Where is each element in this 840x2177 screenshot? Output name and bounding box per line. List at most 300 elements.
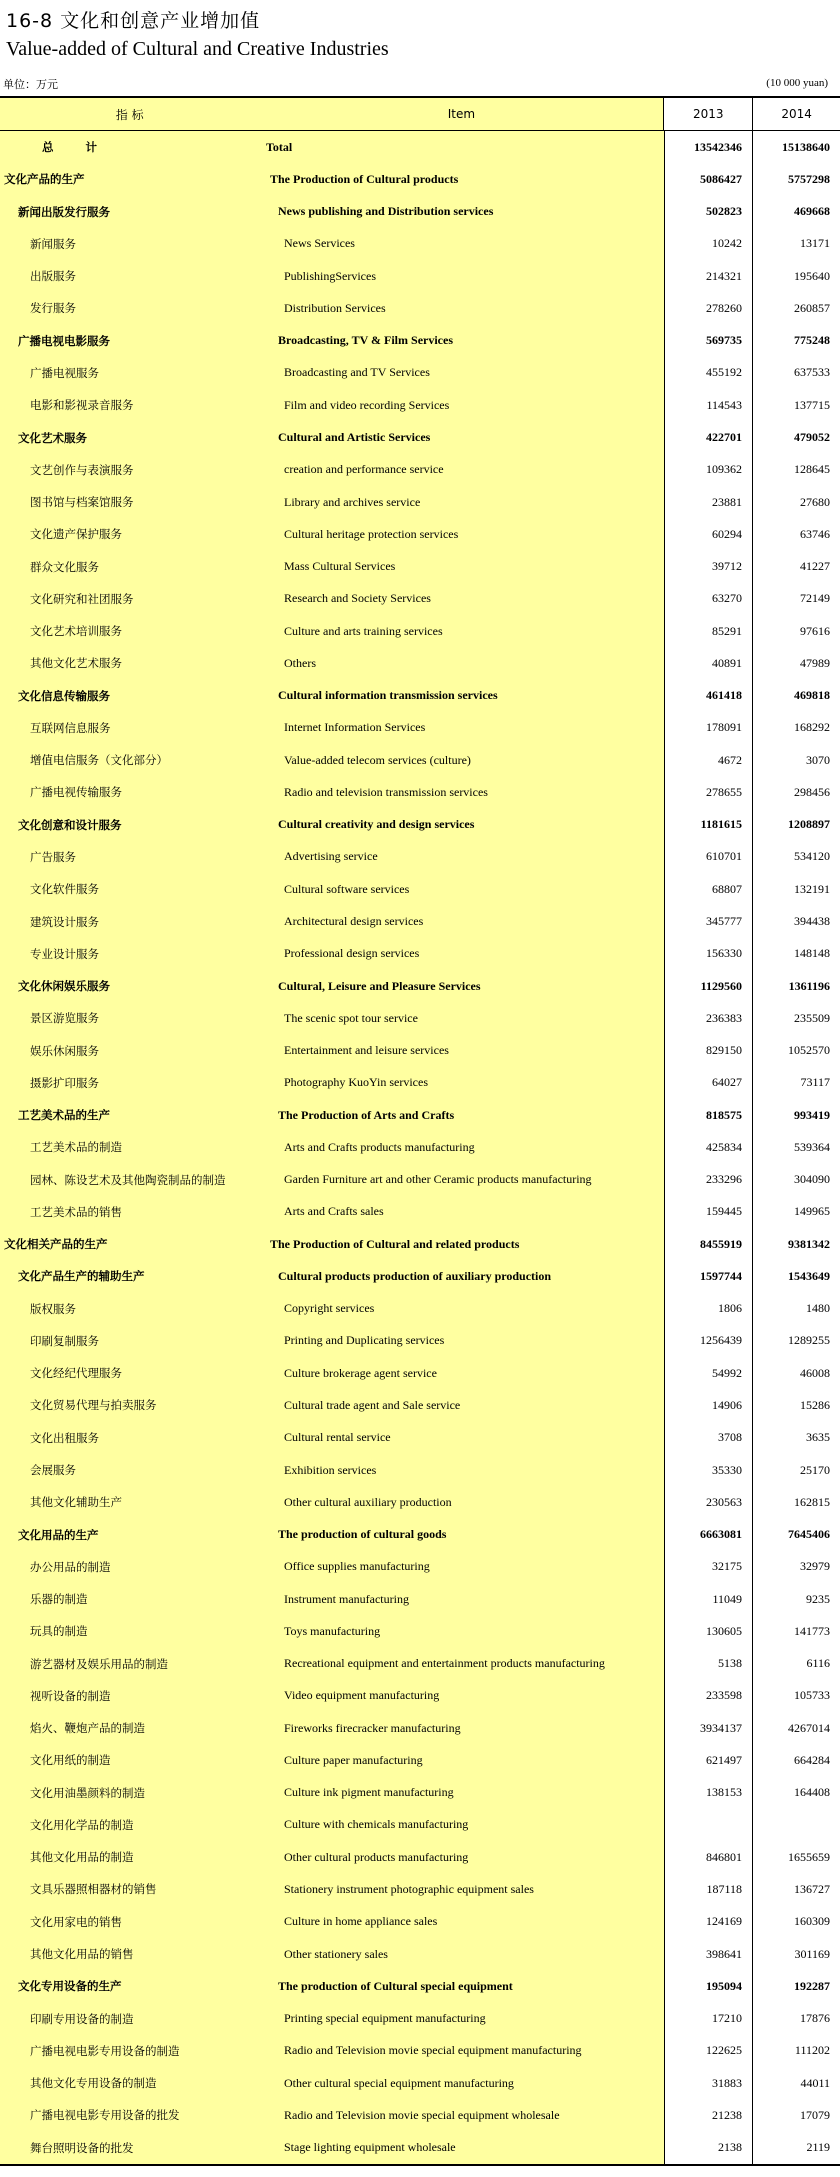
cell-indicator-cn (0, 2002, 260, 2034)
cell-value-2013-text: 233296 (706, 1172, 742, 1187)
cell-item-en-text: Broadcasting, TV & Film Services (278, 333, 453, 348)
table-row (0, 228, 840, 260)
cell-value-2013-text: 422701 (706, 430, 742, 445)
cell-value-2014-text: 469668 (794, 204, 830, 219)
cell-value-2013-text: 130605 (706, 1623, 742, 1638)
cell-value-2013 (665, 1131, 753, 1163)
cell-value-2013 (665, 1164, 753, 1196)
cell-value-2014 (753, 292, 840, 324)
cell-value-2013-text: 2138 (718, 2140, 742, 2155)
cell-value-2014 (753, 196, 840, 228)
cell-item-en-text: Arts and Crafts products manufacturing (284, 1139, 475, 1154)
cell-value-2014 (753, 550, 840, 582)
cell-value-2014 (753, 1486, 840, 1518)
cell-item-en-text: Others (284, 655, 316, 670)
cell-item-en-text: Recreational equipment and entertainment products manufacturing (284, 1656, 605, 1671)
cell-indicator-cn-text: 文化产品的生产 (4, 172, 85, 187)
cell-item-en (260, 1744, 665, 1776)
table-row (0, 1680, 840, 1712)
cell-value-2013 (665, 1034, 753, 1066)
cell-indicator-cn (0, 1841, 260, 1873)
cell-value-2013-text: 8455919 (700, 1236, 742, 1251)
cell-value-2013 (665, 1486, 753, 1518)
table-row (0, 873, 840, 905)
cell-value-2014-text: 1052570 (788, 1043, 830, 1058)
cell-item-en (260, 776, 665, 808)
cell-item-en-text: Cultural and Artistic Services (278, 430, 431, 445)
cell-value-2014 (753, 809, 840, 841)
cell-indicator-cn-text: 文艺创作与表演服务 (30, 462, 134, 477)
cell-item-en-text: Garden Furniture art and other Ceramic products manufacturing (284, 1172, 592, 1187)
cell-indicator-cn (0, 260, 260, 292)
cell-value-2013-text: 610701 (706, 849, 742, 864)
cell-indicator-cn-text: 乐器的制造 (30, 1592, 88, 1607)
cell-value-2014 (753, 1777, 840, 1809)
cell-value-2013-text: 178091 (706, 720, 742, 735)
cell-indicator-cn (0, 1906, 260, 1938)
cell-value-2014-text: 301169 (794, 1946, 830, 1961)
cell-value-2014-text: 304090 (794, 1172, 830, 1187)
cell-item-en-text: Culture paper manufacturing (284, 1752, 423, 1767)
cell-value-2014 (753, 518, 840, 550)
cell-item-en (260, 550, 665, 582)
cell-value-2014-text: 1208897 (788, 817, 830, 832)
cell-value-2013-text: 6663081 (700, 1527, 742, 1542)
cell-value-2013-text: 156330 (706, 946, 742, 961)
cell-value-2013 (665, 196, 753, 228)
cell-indicator-cn (0, 454, 260, 486)
cell-item-en (260, 260, 665, 292)
cell-value-2013-text: 11049 (712, 1591, 742, 1606)
cell-indicator-cn-text: 文化休闲娱乐服务 (18, 979, 110, 994)
cell-value-2014 (753, 1938, 840, 1970)
cell-indicator-cn-text: 文化遗产保护服务 (30, 527, 122, 542)
cell-item-en-text: Printing special equipment manufacturing (284, 2011, 486, 2026)
table-row (0, 1357, 840, 1389)
cell-item-en-text: Cultural products production of auxiliary production (278, 1268, 552, 1283)
cell-indicator-cn (0, 518, 260, 550)
cell-value-2013 (665, 550, 753, 582)
cell-indicator-cn-text: 其他文化用品的制造 (30, 1850, 134, 1865)
cell-value-2014-text: 5757298 (788, 171, 830, 186)
cell-value-2013 (665, 1583, 753, 1615)
cell-indicator-cn (0, 776, 260, 808)
cell-value-2014 (753, 1647, 840, 1679)
table-row (0, 744, 840, 776)
cell-value-2013 (665, 260, 753, 292)
cell-value-2014 (753, 325, 840, 357)
table-row (0, 1906, 840, 1938)
cell-value-2014 (753, 1293, 840, 1325)
cell-value-2013-text: 233598 (706, 1688, 742, 1703)
cell-value-2013-text: 818575 (706, 1107, 742, 1122)
table-header (0, 98, 840, 131)
cell-item-en-text: Culture in home appliance sales (284, 1914, 438, 1929)
cell-value-2013-text: 109362 (706, 462, 742, 477)
cell-value-2014 (753, 1034, 840, 1066)
cell-indicator-cn-text: 娱乐休闲服务 (30, 1043, 99, 1058)
cell-indicator-cn (0, 1809, 260, 1841)
cell-indicator-cn-text: 文化用化学品的制造 (30, 1817, 134, 1832)
cell-indicator-cn (0, 131, 260, 163)
cell-indicator-cn-text: 其他文化艺术服务 (30, 656, 122, 671)
cell-indicator-cn (0, 970, 260, 1002)
cell-item-en-text: Copyright services (284, 1301, 375, 1316)
cell-indicator-cn (0, 712, 260, 744)
cell-item-en (260, 1228, 665, 1260)
cell-indicator-cn (0, 647, 260, 679)
cell-item-en (260, 1841, 665, 1873)
cell-value-2013 (665, 1873, 753, 1905)
cell-item-en-text: Cultural trade agent and Sale service (284, 1397, 461, 1412)
cell-value-2014 (753, 1841, 840, 1873)
cell-value-2013 (665, 357, 753, 389)
table-row (0, 776, 840, 808)
cell-value-2014 (753, 389, 840, 421)
cell-indicator-cn (0, 1680, 260, 1712)
cell-indicator-cn-text: 其他文化专用设备的制造 (30, 2076, 157, 2091)
cell-value-2014 (753, 228, 840, 260)
cell-indicator-cn-text: 文化创意和设计服务 (18, 817, 122, 832)
cell-item-en-text: Research and Society Services (284, 591, 431, 606)
cell-item-en (260, 163, 665, 195)
cell-value-2014 (753, 647, 840, 679)
cell-value-2014-text: 539364 (794, 1139, 830, 1154)
cell-value-2014-text: 97616 (800, 623, 830, 638)
cell-value-2014 (753, 1712, 840, 1744)
table-row (0, 1647, 840, 1679)
cell-value-2014-text: 469818 (794, 688, 830, 703)
cell-value-2013 (665, 1906, 753, 1938)
table-row (0, 1034, 840, 1066)
cell-value-2013-text: 3708 (718, 1430, 742, 1445)
cell-value-2014 (753, 583, 840, 615)
cell-item-en (260, 647, 665, 679)
cell-value-2013 (665, 1970, 753, 2002)
cell-indicator-cn (0, 292, 260, 324)
cell-item-en (260, 454, 665, 486)
cell-value-2013-text: 63270 (712, 591, 742, 606)
cell-item-en-text: Total (266, 139, 293, 154)
cell-indicator-cn (0, 2067, 260, 2099)
table-row (0, 292, 840, 324)
cell-item-en (260, 1518, 665, 1550)
cell-indicator-cn (0, 841, 260, 873)
cell-item-en (260, 841, 665, 873)
table-row (0, 1131, 840, 1163)
table-row (0, 1583, 840, 1615)
cell-value-2014-text: 128645 (794, 462, 830, 477)
cell-indicator-cn-text: 办公用品的制造 (30, 1559, 111, 1574)
cell-item-en (260, 1583, 665, 1615)
cell-value-2014 (753, 873, 840, 905)
cell-indicator-cn (0, 228, 260, 260)
cell-value-2013-text: 455192 (706, 365, 742, 380)
cell-value-2013 (665, 2067, 753, 2099)
cell-item-en-text: Fireworks firecracker manufacturing (284, 1720, 461, 1735)
cell-value-2013 (665, 1680, 753, 1712)
cell-value-2013 (665, 1067, 753, 1099)
cell-indicator-cn (0, 1357, 260, 1389)
cell-value-2014 (753, 970, 840, 1002)
cell-value-2014 (753, 2099, 840, 2131)
cell-item-en-text: The scenic spot tour service (284, 1010, 418, 1025)
cell-value-2013 (665, 841, 753, 873)
cell-value-2013 (665, 1518, 753, 1550)
cell-item-en (260, 292, 665, 324)
page-title-en: Value-added of Cultural and Creative Industries (6, 38, 389, 60)
cell-indicator-cn (0, 486, 260, 518)
cell-value-2014 (753, 357, 840, 389)
cell-value-2014-text: 111202 (794, 2043, 830, 2058)
cell-value-2014-text: 136727 (794, 1881, 830, 1896)
cell-indicator-cn-text: 文化产品生产的辅助生产 (18, 1269, 145, 1284)
cell-indicator-cn (0, 1389, 260, 1421)
cell-value-2014-text: 235509 (794, 1010, 830, 1025)
cell-item-en (260, 1034, 665, 1066)
cell-item-en (260, 1196, 665, 1228)
cell-value-2014 (753, 2131, 840, 2163)
cell-indicator-cn-text: 总 计 (42, 140, 112, 155)
table-row (0, 1873, 840, 1905)
table-row (0, 680, 840, 712)
cell-indicator-cn-text: 文化用油墨颜料的制造 (30, 1785, 145, 1800)
cell-indicator-cn-text: 视听设备的制造 (30, 1688, 111, 1703)
cell-value-2013-text: 5138 (718, 1656, 742, 1671)
cell-value-2014 (753, 1131, 840, 1163)
cell-item-en-text: Toys manufacturing (284, 1623, 381, 1638)
cell-value-2014-text: 3070 (806, 752, 830, 767)
cell-indicator-cn (0, 2099, 260, 2131)
cell-value-2014 (753, 1422, 840, 1454)
cell-value-2013-text: 60294 (712, 526, 742, 541)
cell-indicator-cn-text: 群众文化服务 (30, 559, 99, 574)
cell-indicator-cn (0, 615, 260, 647)
cell-item-en-text: Architectural design services (284, 914, 424, 928)
cell-value-2013 (665, 292, 753, 324)
cell-value-2014-text: 993419 (794, 1107, 830, 1122)
cell-value-2013 (665, 1841, 753, 1873)
cell-value-2013 (665, 809, 753, 841)
cell-item-en (260, 1615, 665, 1647)
cell-value-2014-text: 15286 (800, 1397, 830, 1412)
cell-value-2014-text: 1361196 (788, 978, 830, 993)
cell-item-en (260, 2035, 665, 2067)
cell-value-2014 (753, 905, 840, 937)
cell-value-2013 (665, 1647, 753, 1679)
cell-indicator-cn-text: 印刷专用设备的制造 (30, 2011, 134, 2026)
cell-item-en (260, 1486, 665, 1518)
cell-value-2013 (665, 905, 753, 937)
cell-value-2013 (665, 1099, 753, 1131)
table-row (0, 2131, 840, 2163)
cell-indicator-cn-text: 其他文化用品的销售 (30, 1947, 134, 1961)
header-item: Item (259, 98, 664, 130)
cell-value-2013-text: 1597744 (700, 1268, 742, 1283)
table-row (0, 1325, 840, 1357)
cell-value-2014 (753, 1228, 840, 1260)
cell-item-en (260, 1422, 665, 1454)
table-row (0, 905, 840, 937)
cell-value-2013-text: 236383 (706, 1010, 742, 1025)
cell-indicator-cn (0, 1873, 260, 1905)
table-row (0, 712, 840, 744)
cell-item-en (260, 1970, 665, 2002)
cell-item-en-text: Radio and Television movie special equipment manufacturing (284, 2043, 582, 2058)
cell-indicator-cn (0, 1293, 260, 1325)
cell-value-2014-text: 664284 (794, 1752, 830, 1767)
cell-item-en (260, 1325, 665, 1357)
cell-value-2013 (665, 1777, 753, 1809)
cell-indicator-cn (0, 1938, 260, 1970)
cell-value-2013 (665, 647, 753, 679)
cell-item-en (260, 1873, 665, 1905)
cell-value-2014-text: 9381342 (788, 1236, 830, 1251)
cell-value-2013-text: 461418 (706, 688, 742, 703)
cell-value-2013-text: 278260 (706, 300, 742, 315)
cell-value-2014 (753, 486, 840, 518)
cell-item-en-text: Cultural creativity and design services (278, 817, 475, 832)
cell-value-2014-text: 148148 (794, 946, 830, 961)
cell-value-2013-text: 829150 (706, 1043, 742, 1058)
cell-item-en-text: Broadcasting and TV Services (284, 365, 430, 380)
cell-indicator-cn-text: 文化用纸的制造 (30, 1753, 111, 1768)
cell-value-2014-text: 3635 (806, 1430, 830, 1445)
cell-value-2014-text: 132191 (794, 881, 830, 896)
cell-item-en (260, 905, 665, 937)
cell-value-2014-text: 137715 (794, 397, 830, 412)
cell-indicator-cn (0, 2035, 260, 2067)
cell-item-en (260, 1551, 665, 1583)
cell-item-en-text: Culture brokerage agent service (284, 1365, 437, 1380)
cell-value-2013-text: 569735 (706, 333, 742, 348)
cell-indicator-cn (0, 873, 260, 905)
cell-indicator-cn-text: 工艺美术品的生产 (18, 1108, 110, 1123)
cell-value-2014 (753, 421, 840, 453)
cell-value-2014-text: 160309 (794, 1914, 830, 1929)
table-row (0, 1164, 840, 1196)
cell-value-2013-text: 398641 (706, 1946, 742, 1961)
cell-item-en-text: Other cultural auxiliary production (284, 1494, 452, 1509)
cell-item-en (260, 1293, 665, 1325)
data-table (0, 96, 840, 2166)
cell-item-en-text: Distribution Services (284, 300, 386, 315)
unit-label-cn: 单位：万元 (3, 78, 58, 91)
cell-indicator-cn-text: 舞台照明设备的批发 (30, 2140, 134, 2155)
cell-value-2014 (753, 2067, 840, 2099)
cell-value-2014 (753, 938, 840, 970)
cell-item-en-text: Film and video recording Services (284, 397, 450, 412)
cell-value-2013-text: 1806 (718, 1301, 742, 1316)
cell-item-en-text: PublishingServices (284, 268, 376, 283)
cell-item-en (260, 486, 665, 518)
cell-item-en-text: The Production of Arts and Crafts (278, 1107, 455, 1122)
cell-indicator-cn-text: 发行服务 (30, 301, 76, 316)
cell-item-en-text: Instrument manufacturing (284, 1591, 409, 1606)
cell-indicator-cn-text: 文化信息传输服务 (18, 688, 110, 703)
cell-indicator-cn-text: 版权服务 (30, 1301, 76, 1316)
cell-value-2013 (665, 1809, 753, 1841)
cell-item-en (260, 1389, 665, 1421)
cell-indicator-cn (0, 1583, 260, 1615)
cell-indicator-cn (0, 1518, 260, 1550)
table-row (0, 1970, 840, 2002)
table-row (0, 131, 840, 163)
cell-value-2013 (665, 518, 753, 550)
cell-indicator-cn-text: 广播电视电影服务 (18, 333, 110, 348)
cell-indicator-cn-text: 印刷复制服务 (30, 1333, 99, 1348)
cell-value-2013 (665, 712, 753, 744)
cell-value-2013-text: 1129560 (700, 978, 742, 993)
cell-value-2014-text: 73117 (800, 1075, 830, 1090)
cell-value-2013-text: 4672 (718, 752, 742, 767)
cell-value-2013 (665, 1389, 753, 1421)
cell-value-2014-text: 105733 (794, 1688, 830, 1703)
cell-value-2013 (665, 1260, 753, 1292)
cell-indicator-cn (0, 1228, 260, 1260)
cell-indicator-cn (0, 583, 260, 615)
cell-item-en-text: Other stationery sales (284, 1946, 388, 1961)
table-row (0, 615, 840, 647)
table-row (0, 163, 840, 195)
cell-value-2013-text: 3934137 (700, 1720, 742, 1735)
cell-item-en (260, 1357, 665, 1389)
cell-value-2013-text: 502823 (706, 204, 742, 219)
cell-value-2013 (665, 615, 753, 647)
table-row (0, 389, 840, 421)
cell-value-2013 (665, 938, 753, 970)
cell-value-2013 (665, 1293, 753, 1325)
cell-value-2013-text: 345777 (706, 914, 742, 928)
cell-indicator-cn (0, 196, 260, 228)
cell-value-2013-text: 32175 (712, 1559, 742, 1574)
cell-value-2014-text: 1655659 (788, 1849, 830, 1864)
cell-item-en-text: Video equipment manufacturing (284, 1688, 440, 1703)
table-row (0, 1551, 840, 1583)
cell-value-2014-text: 1289255 (788, 1333, 830, 1348)
cell-indicator-cn (0, 1647, 260, 1679)
table-row (0, 1002, 840, 1034)
cell-indicator-cn (0, 1422, 260, 1454)
cell-value-2013 (665, 486, 753, 518)
cell-indicator-cn (0, 905, 260, 937)
cell-value-2014-text: 15138640 (782, 139, 830, 154)
cell-item-en-text: Cultural rental service (284, 1430, 391, 1445)
cell-value-2013-text: 122625 (706, 2043, 742, 2058)
cell-value-2014-text: 394438 (794, 914, 830, 928)
cell-value-2014-text: 25170 (800, 1462, 830, 1477)
cell-indicator-cn-text: 文化专用设备的生产 (18, 1979, 122, 1994)
cell-indicator-cn-text: 广播电视电影专用设备的批发 (30, 2108, 180, 2123)
table-row (0, 2035, 840, 2067)
cell-indicator-cn-text: 电影和影视录音服务 (30, 398, 134, 413)
cell-indicator-cn (0, 325, 260, 357)
cell-value-2013 (665, 1196, 753, 1228)
cell-value-2013-text: 187118 (706, 1881, 742, 1896)
cell-item-en-text: Cultural, Leisure and Pleasure Services (278, 978, 481, 993)
cell-value-2014-text: 1543649 (788, 1268, 830, 1283)
cell-indicator-cn (0, 357, 260, 389)
cell-value-2013-text: 17210 (712, 2011, 742, 2026)
cell-value-2014-text: 46008 (800, 1365, 830, 1380)
table-row (0, 2002, 840, 2034)
cell-item-en (260, 2067, 665, 2099)
cell-value-2013-text: 214321 (706, 268, 742, 283)
cell-item-en-text: Culture with chemicals manufacturing (284, 1817, 469, 1832)
cell-value-2014-text: 7645406 (788, 1527, 830, 1542)
cell-value-2013 (665, 131, 753, 163)
cell-value-2014-text: 63746 (800, 526, 830, 541)
